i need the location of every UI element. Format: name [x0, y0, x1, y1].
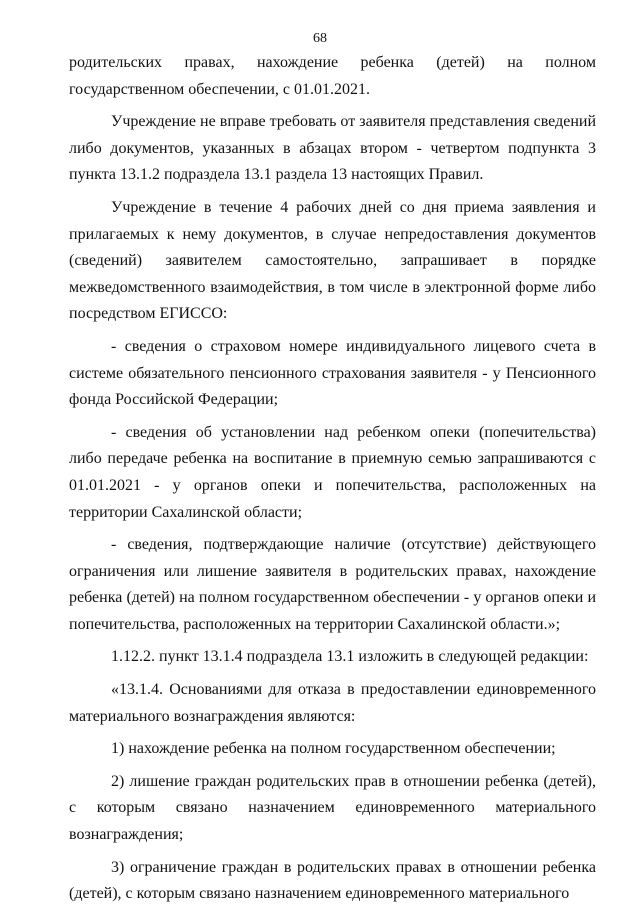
list-item: - сведения о страховом номере индивидуального лицевого счета в системе обязательного пенсионного страхования заявителя - у Пенсионного фонда Российской Федерации;: [69, 337, 596, 409]
list-item: 2) лишение граждан родительских прав в отношении ребенка (детей), с которым связано назначением единовременного материального вознаграждения;: [69, 772, 596, 844]
page-number: 68: [313, 31, 327, 46]
list-item: - сведения об установлении над ребенком опеки (попечительства) либо передаче ребенка на воспитание в приемную семью запрашиваются с 01.01.2021 - у органов опеки и попечительства, расположенных на территории Сахалинской области;: [69, 423, 596, 521]
list-item: 1) нахождение ребенка на полном государственном обеспечении;: [111, 740, 556, 758]
paragraph-continuation: родительских правах, нахождение ребенка (детей) на полном государственном обеспечении, с 01.01.2021.: [69, 54, 596, 98]
list-item: 3) ограничение граждан в родительских правах в отношении ребенка (детей), с которым связано назначением единовременного материального: [69, 858, 596, 903]
list-item: - сведения, подтверждающие наличие (отсутствие) действующего ограничения или лишение заявителя в родительских правах, нахождение ребенка (детей) на полном государственном обеспечении - у органов опеки и попечительства, расположенных на территории Сахалинской области.»;: [69, 536, 596, 633]
paragraph: 1.12.2. пункт 13.1.4 подраздела 13.1 изложить в следующей редакции:: [111, 648, 589, 666]
paragraph: Учреждение в течение 4 рабочих дней со дня приема заявления и прилагаемых к нему документов, в случае непредоставления документов (сведений) заявителем самостоятельно, запрашивает в порядке межведомственного взаимодействия, в том числе в электронной форме либо посредством ЕГИССО:: [69, 198, 596, 323]
document-body: [69, 50, 596, 914]
paragraph: Учреждение не вправе требовать от заявителя представления сведений либо документов, указанных в абзацах втором - четвертом подпункта 3 пункта 13.1.2 подраздела 13.1 раздела 13 настоящих Правил.: [69, 113, 596, 184]
paragraph: «13.1.4. Основаниями для отказа в предоставлении единовременного материального вознаграждения являются:: [69, 681, 596, 725]
